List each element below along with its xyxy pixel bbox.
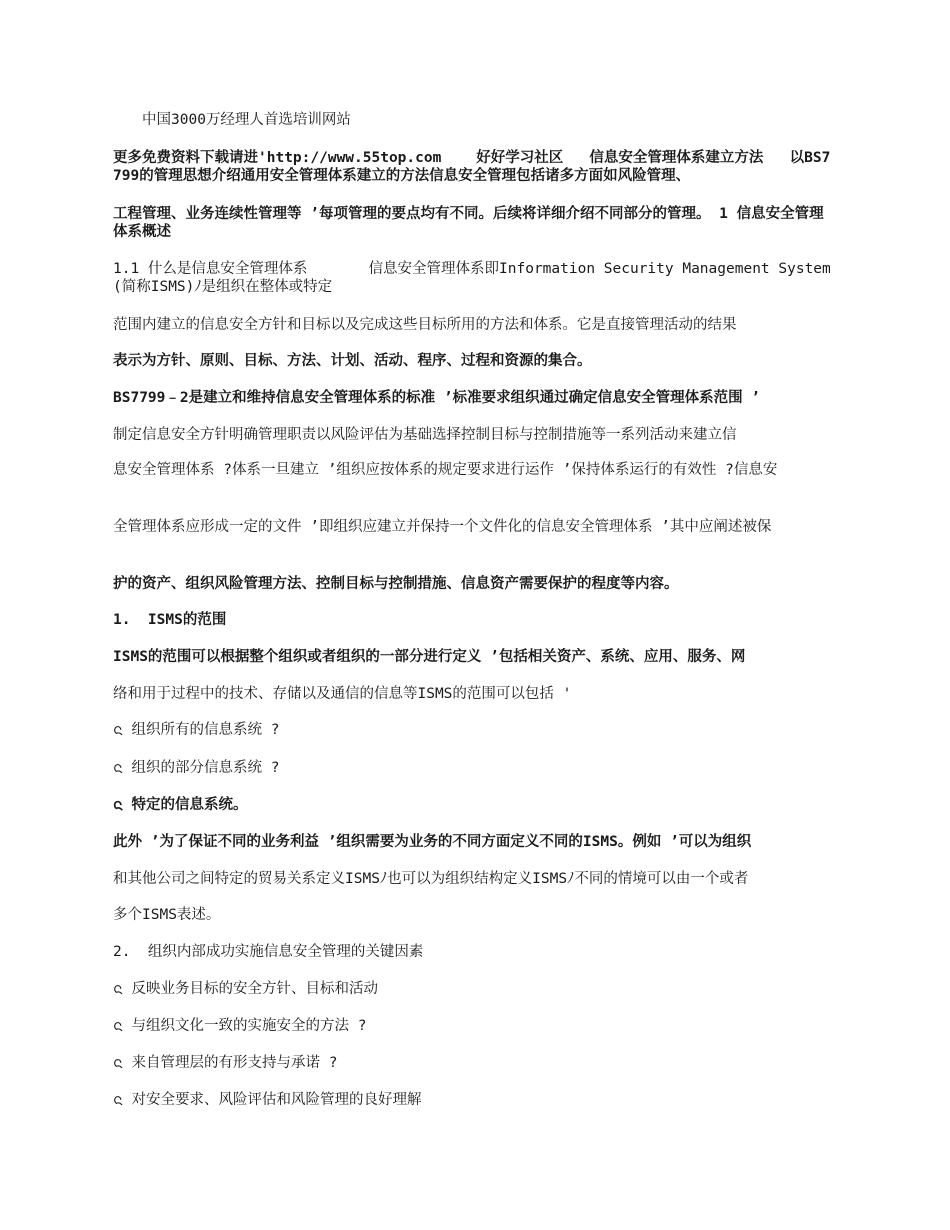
list-item: ᨶ 对安全要求、风险评估和风险管理的良好理解 <box>113 1092 422 1108</box>
list-item: ᨶ 与组织文化一致的实施安全的方法 ? <box>113 1018 367 1034</box>
section-heading: 2. 组织内部成功实施信息安全管理的关键因素 <box>113 944 424 960</box>
paragraph-line: 此外 ’为了保证不同的业务利益 ’组织需要为业务的不同方面定义不同的ISMS。例如 ’可以为组织 <box>113 834 752 850</box>
paragraph-line: 更多免费资料下载请进ꞌhttp://www.55top.com 好好学习社区 信息安全管理体系建立方法 以BS7799的管理思想介绍通用安全管理体系建立的方法信息安全管理包括诸多方面如风险管理、 <box>113 150 831 184</box>
paragraph-line: 和其他公司之间特定的贸易关系定义ISMSﾉ也可以为组织结构定义ISMSﾉ不同的情境可以由一个或者 <box>113 871 749 887</box>
paragraph-line: 工程管理、业务连续性管理等 ’每项管理的要点均有不同。后续将详细介绍不同部分的管理。 1 信息安全管理体系概述 <box>113 206 824 240</box>
paragraph-line: ISMS的范围可以根据整个组织或者组织的一部分进行定义 ’包括相关资产、系统、应用、服务、网 <box>113 649 746 665</box>
paragraph-line: 多个ISMS表述。 <box>113 907 221 923</box>
list-item: ᨶ 组织所有的信息系统 ? <box>113 722 280 738</box>
section-heading: 1.1 什么是信息安全管理体系 信息安全管理体系即Information Security Management System(简称ISMS)ﾉ是组织在整体或特定 <box>113 261 831 295</box>
paragraph-line: 息安全管理体系 ?体系一旦建立 ’组织应按体系的规定要求进行运作 ’保持体系运行的有效性 ?信息安 <box>113 462 778 478</box>
section-heading: 1. ISMS的范围 <box>113 612 227 628</box>
paragraph-line: 络和用于过程中的技术、存储以及通信的信息等ISMS的范围可以包括 ꞌ <box>113 686 572 702</box>
paragraph-line: 全管理体系应形成一定的文件 ’即组织应建立并保持一个文件化的信息安全管理体系 ’其中应阐述被保 <box>113 519 772 535</box>
paragraph-line: 表示为方针、原则、目标、方法、计划、活动、程序、过程和资源的集合。 <box>113 353 592 369</box>
list-item: ᨶ 反映业务目标的安全方针、目标和活动 <box>113 981 378 997</box>
list-item: ᨶ 组织的部分信息系统 ? <box>113 760 280 776</box>
list-item: ᨶ 特定的信息系统。 <box>113 797 248 813</box>
page-header: 中国3000万经理人首选培训网站 <box>142 112 351 128</box>
paragraph-line: BS7799﹣2是建立和维持信息安全管理体系的标准 ’标准要求组织通过确定信息安全管理体系范围 ’ <box>113 390 761 406</box>
paragraph-line: 护的资产、组织风险管理方法、控制目标与控制措施、信息资产需要保护的程度等内容。 <box>113 576 679 592</box>
paragraph-line: 制定信息安全方针明确管理职责以风险评估为基础选择控制目标与控制措施等一系列活动来建立信 <box>113 427 737 443</box>
paragraph-line: 范围内建立的信息安全方针和目标以及完成这些目标所用的方法和体系。它是直接管理活动的结果 <box>113 317 737 333</box>
list-item: ᨶ 来自管理层的有形支持与承诺 ? <box>113 1055 338 1071</box>
